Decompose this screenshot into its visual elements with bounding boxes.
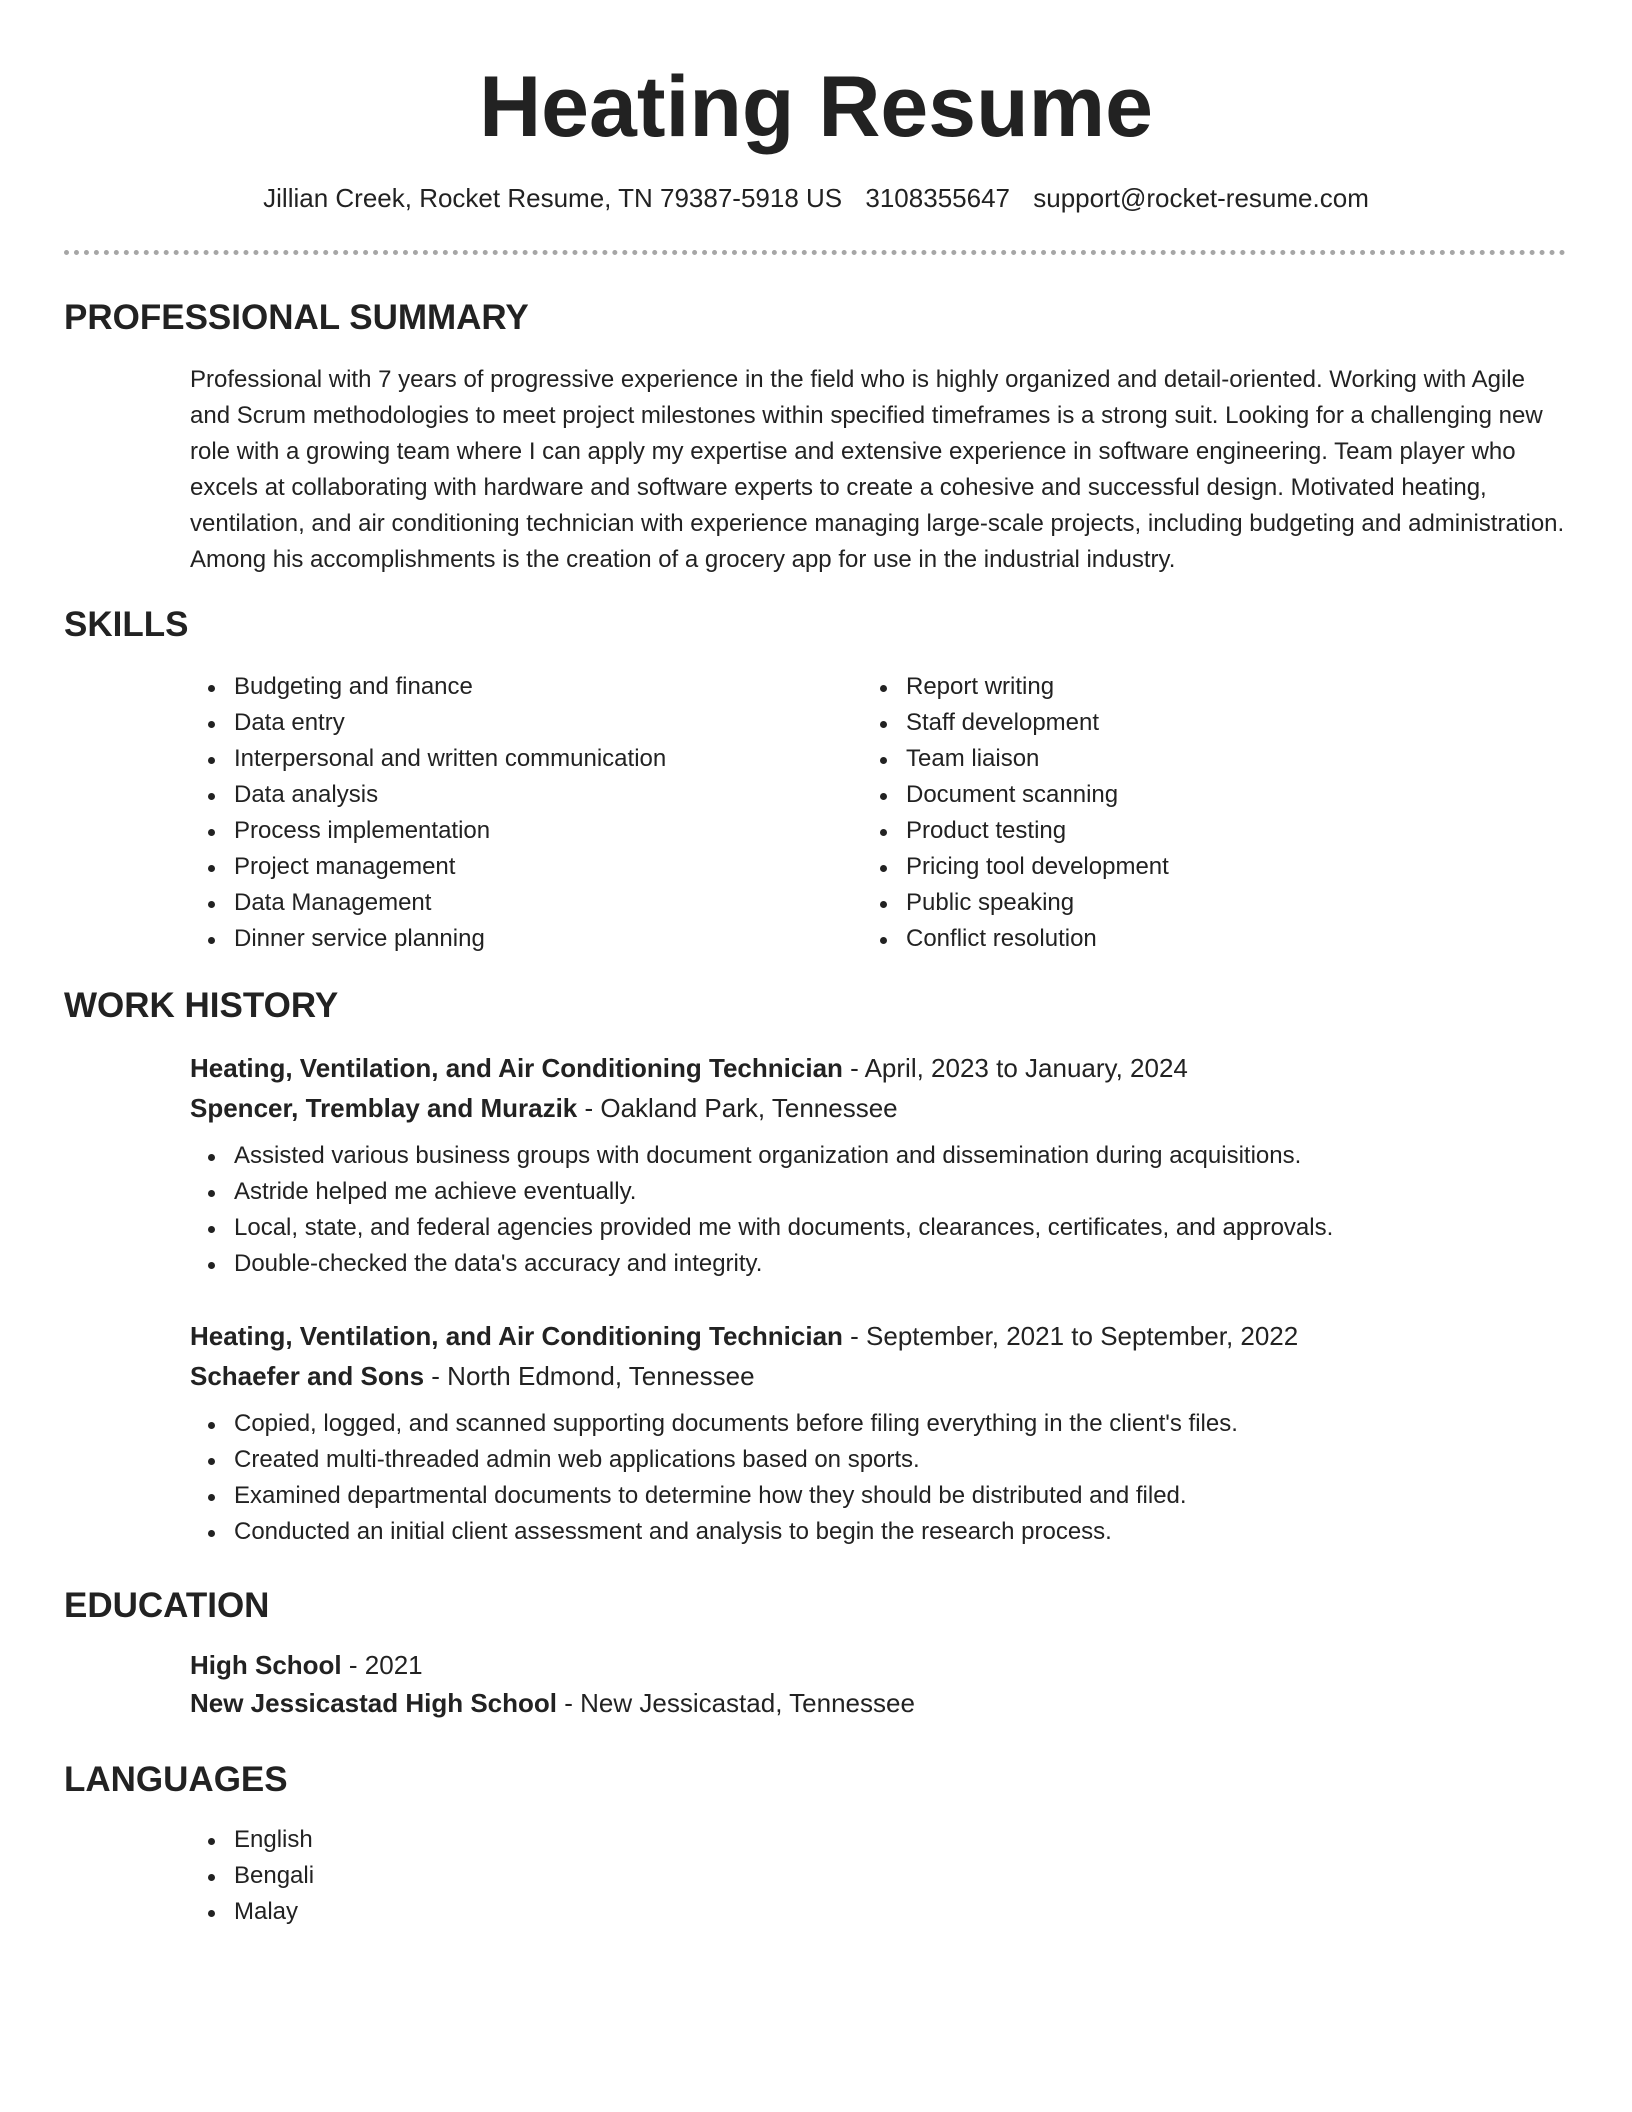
education-entry — [190, 1646, 1570, 1722]
education-heading: EDUCATION — [64, 1586, 270, 1625]
education-school-line — [190, 1684, 1570, 1722]
job-location: - Oakland Park, Tennessee — [577, 1093, 898, 1123]
languages-list — [190, 1822, 1570, 1930]
duty-item: Assisted various business groups with document organization and dissemination during acquisitions. — [190, 1138, 1570, 1174]
job-dates: - April, 2023 to January, 2024 — [842, 1053, 1188, 1083]
contact-address: Jillian Creek, Rocket Resume, TN 79387-5918 US — [263, 183, 843, 213]
work-heading: WORK HISTORY — [64, 986, 339, 1025]
duty-item: Double-checked the data's accuracy and integrity. — [190, 1246, 1570, 1282]
skill-item: Project management — [190, 849, 830, 885]
skill-item: Data analysis — [190, 777, 830, 813]
job-title: Heating, Ventilation, and Air Conditioning Technician — [190, 1053, 843, 1083]
job-entry — [190, 1316, 1570, 1550]
header-divider — [64, 250, 1566, 255]
contact-line — [0, 180, 1632, 216]
duty-item: Local, state, and federal agencies provided me with documents, clearances, certificates, and approvals. — [190, 1210, 1570, 1246]
job-company: Schaefer and Sons — [190, 1361, 425, 1391]
job-company-line — [190, 1088, 1570, 1128]
skill-item: Document scanning — [862, 777, 1502, 813]
resume-title: Heating Resume — [479, 59, 1153, 155]
job-company: Spencer, Tremblay and Murazik — [190, 1093, 578, 1123]
skill-item: Staff development — [862, 705, 1502, 741]
duty-item: Conducted an initial client assessment and analysis to begin the research process. — [190, 1514, 1570, 1550]
language-item: Malay — [190, 1894, 1570, 1930]
education-degree-line — [190, 1646, 1570, 1684]
duty-item: Created multi-threaded admin web applications based on sports. — [190, 1442, 1570, 1478]
skill-item: Dinner service planning — [190, 921, 830, 957]
job-duties — [190, 1138, 1570, 1282]
contact-email: support@rocket-resume.com — [1033, 183, 1369, 213]
skills-right-column — [862, 669, 1502, 957]
job-title-line — [190, 1316, 1570, 1356]
duty-item: Examined departmental documents to determine how they should be distributed and filed. — [190, 1478, 1570, 1514]
skill-item: Team liaison — [862, 741, 1502, 777]
summary-text: Professional with 7 years of progressive experience in the field who is highly organized and detail-oriented. Working with Agile and Scrum methodologies to meet project milestones within specified timeframes is a strong suit. Looking for a challenging new role with a growing team where I can apply my expertise and extensive experience in software engineering. Team player who excels at collaborating with hardware and software experts to create a cohesive and successful design. Motivated heating, ventilation, and air conditioning technician with experience managing large-scale projects, including budgeting and administration. Among his accomplishments is the creation of a grocery app for use in the industrial industry. — [190, 366, 1565, 573]
job-location: - North Edmond, Tennessee — [424, 1361, 755, 1391]
education-location: - New Jessicastad, Tennessee — [557, 1688, 915, 1718]
skill-item: Data entry — [190, 705, 830, 741]
skills-heading: SKILLS — [64, 605, 189, 644]
job-company-line — [190, 1356, 1570, 1396]
duty-item: Astride helped me achieve eventually. — [190, 1174, 1570, 1210]
job-title: Heating, Ventilation, and Air Conditioning Technician — [190, 1321, 843, 1351]
job-dates: - September, 2021 to September, 2022 — [842, 1321, 1299, 1351]
education-school: New Jessicastad High School — [190, 1688, 558, 1718]
skill-item: Product testing — [862, 813, 1502, 849]
education-degree: High School — [190, 1650, 342, 1680]
job-entry — [190, 1048, 1570, 1282]
skill-item: Pricing tool development — [862, 849, 1502, 885]
language-item: Bengali — [190, 1858, 1570, 1894]
summary-heading: PROFESSIONAL SUMMARY — [64, 298, 529, 337]
skill-item: Budgeting and finance — [190, 669, 830, 705]
language-item: English — [190, 1822, 1570, 1858]
languages-heading: LANGUAGES — [64, 1760, 288, 1799]
skill-item: Report writing — [862, 669, 1502, 705]
job-title-line — [190, 1048, 1570, 1088]
skill-item: Process implementation — [190, 813, 830, 849]
skill-item: Public speaking — [862, 885, 1502, 921]
skills-left-column — [190, 669, 830, 957]
job-duties — [190, 1406, 1570, 1550]
education-year: - 2021 — [341, 1650, 423, 1680]
skill-item: Data Management — [190, 885, 830, 921]
skill-item: Interpersonal and written communication — [190, 741, 830, 777]
duty-item: Copied, logged, and scanned supporting documents before filing everything in the client's files. — [190, 1406, 1570, 1442]
contact-phone: 3108355647 — [865, 183, 1010, 213]
skill-item: Conflict resolution — [862, 921, 1502, 957]
